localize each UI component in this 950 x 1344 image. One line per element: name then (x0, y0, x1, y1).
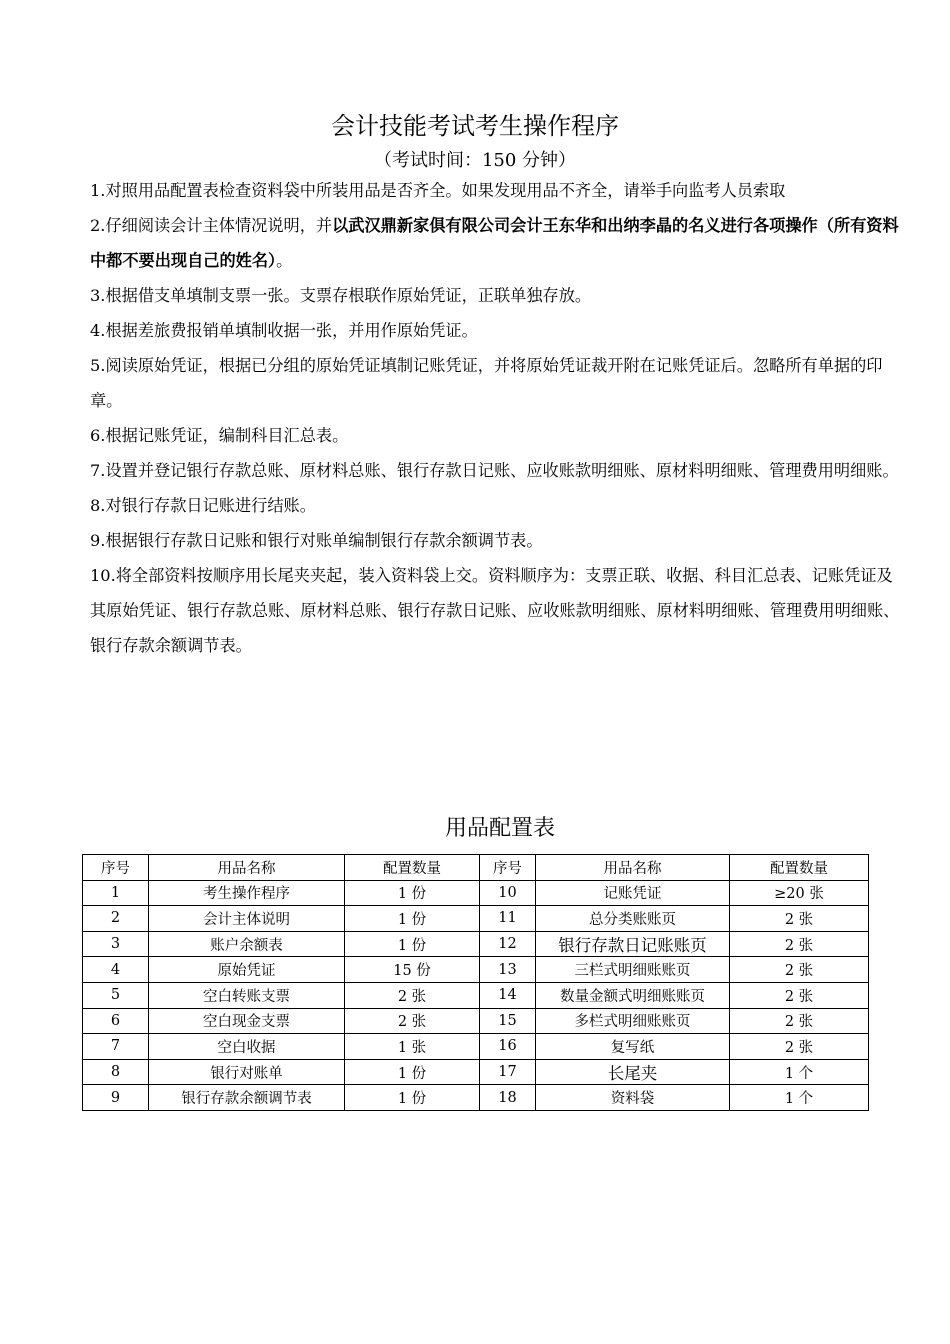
table-row (83, 931, 869, 957)
table-header-row (83, 855, 869, 881)
instruction-item: 10.将全部资料按顺序用长尾夹夹起，装入资料袋上交。资料顺序为：支票正联、收据、科目汇总表、记账凭证及其原始凭证、银行存款总账、原材料总账、银行存款日记账、应收账款明细账、原材料明细账、管理费用明细账、银行存款余额调节表。 (90, 566, 900, 655)
table-row (83, 1085, 869, 1111)
table-row (83, 1034, 869, 1060)
column-header: 配置数量 (345, 855, 480, 881)
table-cell: 2 张 (730, 957, 869, 983)
table-cell: 2 张 (730, 906, 869, 932)
table-cell: 1 个 (730, 1085, 869, 1111)
table-row (83, 880, 869, 906)
table-cell: 资料袋 (536, 1085, 730, 1111)
table-cell: 2 张 (730, 982, 869, 1008)
table-row (83, 1008, 869, 1034)
table-cell: 16 (480, 1034, 536, 1060)
table-cell: 原始凭证 (149, 957, 345, 983)
table-cell: 银行存款余额调节表 (149, 1085, 345, 1111)
table-cell: 7 (83, 1034, 149, 1060)
table-cell: ≥20 张 (730, 880, 869, 906)
table-cell: 1 张 (345, 1034, 480, 1060)
instruction-item: 5.阅读原始凭证，根据已分组的原始凭证填制记账凭证，并将原始凭证裁开附在记账凭证后。忽略所有单据的印章。 (90, 356, 883, 410)
instruction-item: 2.仔细阅读会计主体情况说明，并以武汉鼎新家俱有限公司会计王东华和出纳李晶的名义进行各项操作（所有资料中都不要出现自己的姓名）。 (90, 216, 899, 270)
table-cell: 数量金额式明细账账页 (536, 982, 730, 1008)
table-cell: 2 张 (730, 1008, 869, 1034)
table-cell: 2 (83, 906, 149, 932)
table-row (83, 906, 869, 932)
table-cell: 6 (83, 1008, 149, 1034)
table-cell: 8 (83, 1059, 149, 1085)
table-cell: 银行存款日记账账页 (536, 931, 730, 957)
table-cell: 2 张 (345, 1008, 480, 1034)
supplies-table-title: 用品配置表 (444, 816, 555, 841)
table-cell: 1 份 (345, 931, 480, 957)
table-cell: 2 张 (730, 931, 869, 957)
table-row (83, 957, 869, 983)
table-cell: 14 (480, 982, 536, 1008)
table-cell: 15 份 (345, 957, 480, 983)
table-cell: 记账凭证 (536, 880, 730, 906)
table-cell: 1 份 (345, 906, 480, 932)
table-cell: 1 个 (730, 1059, 869, 1085)
instruction-item: 4.根据差旅费报销单填制收据一张，并用作原始凭证。 (90, 321, 478, 340)
column-header: 配置数量 (730, 855, 869, 881)
table-cell: 2 张 (345, 982, 480, 1008)
table-cell: 18 (480, 1085, 536, 1111)
table-cell: 2 张 (730, 1034, 869, 1060)
page-title: 会计技能考试考生操作程序 (331, 112, 619, 140)
table-row (83, 1059, 869, 1085)
table-cell: 多栏式明细账账页 (536, 1008, 730, 1034)
table-cell: 银行对账单 (149, 1059, 345, 1085)
column-header: 用品名称 (149, 855, 345, 881)
column-header: 序号 (480, 855, 536, 881)
table-cell: 复写纸 (536, 1034, 730, 1060)
table-cell: 总分类账账页 (536, 906, 730, 932)
table-cell: 3 (83, 931, 149, 957)
table-row (83, 982, 869, 1008)
instruction-item: 3.根据借支单填制支票一张。支票存根联作原始凭证，正联单独存放。 (90, 286, 592, 305)
table-cell: 长尾夹 (536, 1059, 730, 1085)
table-cell: 15 (480, 1008, 536, 1034)
table-cell: 空白转账支票 (149, 982, 345, 1008)
table-cell: 账户余额表 (149, 931, 345, 957)
instruction-item: 7.设置并登记银行存款总账、原材料总账、银行存款日记账、应收账款明细账、原材料明细账、管理费用明细账。 (90, 461, 899, 480)
column-header: 序号 (83, 855, 149, 881)
table-cell: 三栏式明细账账页 (536, 957, 730, 983)
instruction-item: 8.对银行存款日记账进行结账。 (90, 496, 316, 515)
table-cell: 5 (83, 982, 149, 1008)
supplies-table (82, 854, 869, 1111)
instruction-item: 9.根据银行存款日记账和银行对账单编制银行存款余额调节表。 (90, 531, 543, 550)
table-cell: 1 份 (345, 1059, 480, 1085)
table-cell: 1 份 (345, 880, 480, 906)
table-cell: 4 (83, 957, 149, 983)
table-cell: 空白收据 (149, 1034, 345, 1060)
table-cell: 1 份 (345, 1085, 480, 1111)
instruction-item: 1.对照用品配置表检查资料袋中所装用品是否齐全。如果发现用品不齐全，请举手向监考人员索取 (90, 181, 786, 200)
table-cell: 会计主体说明 (149, 906, 345, 932)
table-cell: 考生操作程序 (149, 880, 345, 906)
table-cell: 11 (480, 906, 536, 932)
instruction-item: 6.根据记账凭证，编制科目汇总表。 (90, 426, 349, 445)
instruction-list (90, 173, 908, 663)
exam-duration: （考试时间：150 分钟） (373, 150, 577, 171)
table-cell: 17 (480, 1059, 536, 1085)
column-header: 用品名称 (536, 855, 730, 881)
table-cell: 空白现金支票 (149, 1008, 345, 1034)
table-cell: 1 (83, 880, 149, 906)
instruction-emphasis: 以武汉鼎新家俱有限公司会计王东华和出纳李晶的名义进行各项操作（所有资料中都不要出现自己的姓名） (90, 216, 899, 270)
table-cell: 13 (480, 957, 536, 983)
table-cell: 9 (83, 1085, 149, 1111)
table-cell: 12 (480, 931, 536, 957)
table-cell: 10 (480, 880, 536, 906)
